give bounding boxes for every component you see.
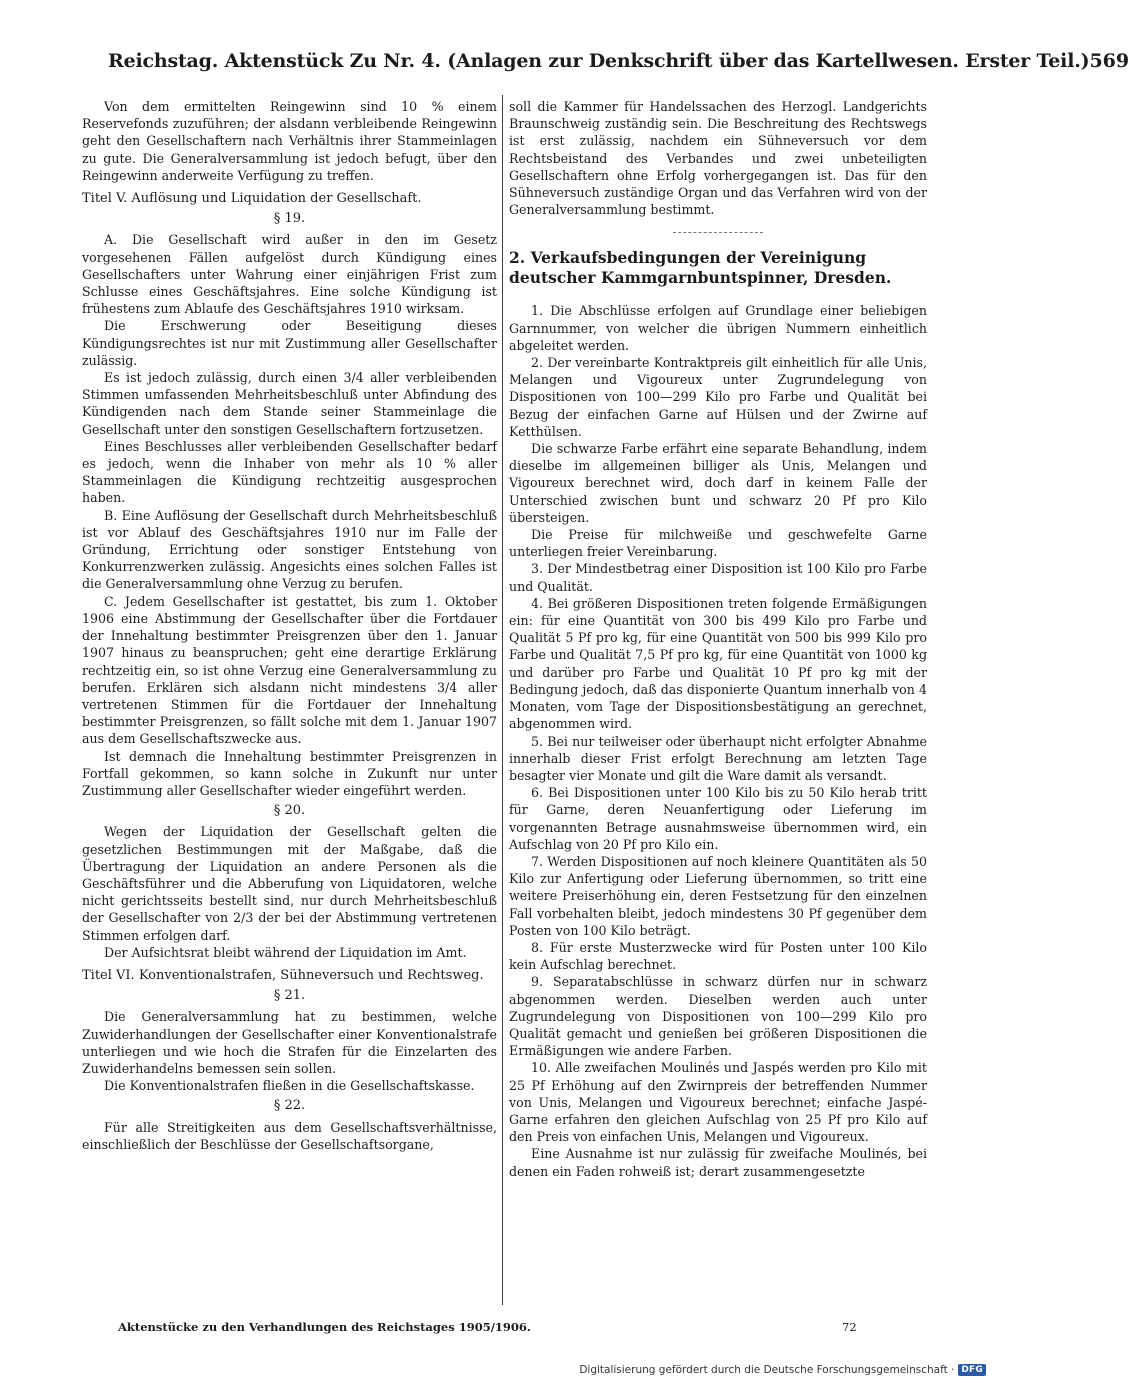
paragraph: Von dem ermittelten Reingewinn sind 10 % einem Reservefonds zuzuführen; der alsdann verbleibende Reingewinn geht den Gesellschaftern nach Verhältnis ihrer Stammeinlagen zu gute. Die Generalversammlung ist jedoch befugt, über den Reingewinn anderweite Verfügung zu treffen. bbox=[82, 99, 497, 183]
paragraph: Für alle Streitigkeiten aus dem Gesellschaftsverhältnisse, einschließlich der Beschlüsse der Gesellschaftsorgane, bbox=[82, 1119, 497, 1152]
paragraph: Eines Beschlusses aller verbleibenden Gesellschafter bedarf es jedoch, wenn die Inhaber von mehr als 10 % aller Stammeinlagen die Kündigung rechtzeitig ausgesprochen haben. bbox=[82, 438, 497, 506]
paragraph: 5. Bei nur teilweiser oder überhaupt nicht erfolgter Abnahme innerhalb dieser Frist erfolgt Berechnung am letzten Tage besagter vier Monate und gilt die Ware damit als versandt. bbox=[509, 733, 927, 783]
paragraph: 7. Werden Dispositionen auf noch kleinere Quantitäten als 50 Kilo zur Anfertigung oder Lieferung übernommen, so tritt eine weitere Preiserhöhung ein, deren Festsetzung für den einzelnen Fall vorbehalten bleibt, jedoch mindestens 30 Pf gegenüber dem Posten von 100 Kilo beträgt. bbox=[509, 853, 927, 938]
paragraph-number: § 19. bbox=[273, 211, 306, 227]
digitization-text: Digitalisierung gefördert durch die Deutsche Forschungsgemeinschaft · bbox=[579, 1364, 955, 1376]
paragraph: 1. Die Abschlüsse erfolgen auf Grundlage einer beliebigen Garnnummer, von welcher die übrigen Nummern einheitlich abgeleitet werden. bbox=[509, 303, 927, 353]
section-title: Titel V. Auflösung und Liquidation der Gesellschaft. bbox=[82, 191, 422, 207]
paragraph: soll die Kammer für Handelssachen des Herzogl. Landgerichts Braunschweig zuständig sein. Die Beschreitung des Rechtswegs ist erst zulässig, nachdem ein Sühneversuch vor dem Rechtsbeistand des Verbandes und zwei unbeteiligten Gesellschaftern ohne Erfolg vorhergegangen ist. Das für den Sühneversuch zuständige Organ und das Verfahren wird von der Generalversammlung bestimmt. bbox=[509, 99, 927, 218]
paragraph: Die Generalversammlung hat zu bestimmen, welche Zuwiderhandlungen der Gesellschafter einer Konventionalstrafe unterliegen und wie hoch die Strafen für die Einzelarten des Zuwiderhandelns bemessen sein sollen. bbox=[82, 1009, 497, 1076]
paragraph-number: § 21. bbox=[273, 988, 306, 1004]
paragraph: Die Konventionalstrafen fließen in die Gesellschaftskasse. bbox=[104, 1078, 475, 1094]
paragraph: Die Preise für milchweiße und geschwefelte Garne unterliegen freier Vereinbarung. bbox=[509, 527, 927, 560]
paragraph-number: § 20. bbox=[273, 803, 306, 819]
section-separator bbox=[673, 232, 763, 234]
header-title: Reichstag. Aktenstück Zu Nr. 4. (Anlagen zur Denkschrift über das Kartellwesen. Erster Teil.) bbox=[108, 50, 1090, 72]
digitization-notice bbox=[579, 1364, 986, 1376]
paragraph: B. Eine Auflösung der Gesellschaft durch Mehrheitsbeschluß ist vor Ablauf des Geschäftsjahres 1910 nur im Falle der Gründung, Errichtung oder sonstiger Entstehung von Konkurrenzwerken zulässig. Angesichts eines solchen Falles ist die Generalversammlung ohne Verzug zu berufen. bbox=[82, 507, 497, 592]
footer-source: Aktenstücke zu den Verhandlungen des Reichstages 1905/1906. bbox=[118, 1320, 531, 1334]
footer-sheet-number: 72 bbox=[842, 1320, 857, 1334]
section-heading: 2. Verkaufsbedingungen der Vereinigung deutscher Kammgarnbuntspinner, Dresden. bbox=[509, 248, 892, 288]
right-column bbox=[509, 98, 927, 1306]
column-divider bbox=[502, 95, 503, 1305]
paragraph: Eine Ausnahme ist nur zulässig für zweifache Moulinés, bei denen ein Faden rohweiß ist; derart zusammengesetzte bbox=[509, 1146, 927, 1179]
paragraph: 2. Der vereinbarte Kontraktpreis gilt einheitlich für alle Unis, Melangen und Vigoureux unter Zugrundelegung von Dispositionen von 100—299 Kilo pro Farbe und Qualität bei Bezug der einfachen Garne auf Hülsen und der Zwirne auf Ketthülsen. bbox=[509, 355, 927, 439]
paragraph: 9. Separatabschlüsse in schwarz dürfen nur in schwarz abgenommen werden. Dieselben werden auch unter Zugrundelegung von Dispositionen von 100—299 Kilo pro Qualität gemacht und genießen bei größeren Dispositionen die Ermäßigungen wie andere Farben. bbox=[509, 974, 927, 1059]
paragraph: 10. Alle zweifachen Moulinés und Jaspés werden pro Kilo mit 25 Pf Erhöhung auf den Zwirnpreis der betreffenden Nummer von Unis, Melangen und Vigoureux berechnet; einfache Jaspé-Garne erfahren den gleichen Aufschlag von 25 Pf pro Kilo auf den Preis von einfachen Unis, Melangen und Vigoureux. bbox=[509, 1060, 927, 1145]
paragraph: 3. Der Mindestbetrag einer Disposition ist 100 Kilo pro Farbe und Qualität. bbox=[509, 561, 927, 594]
paragraph: 8. Für erste Musterzwecke wird für Posten unter 100 Kilo kein Aufschlag berechnet. bbox=[509, 939, 927, 973]
paragraph: 4. Bei größeren Dispositionen treten folgende Ermäßigungen ein: für eine Quantität von 300 bis 499 Kilo pro Farbe und Qualität 5 Pf pro kg, für eine Quantität von 500 bis 999 Kilo pro Farbe und Qualität 7,5 Pf pro kg, für eine Quantität von 1000 kg und darüber pro Farbe und Qualität 10 Pf pro kg mit der Bedingung jedoch, daß das disponierte Quantum innerhalb von 4 Monaten, vom Tage der Dispositionsbestätigung an gerechnet, abgenommen wird. bbox=[509, 595, 927, 732]
dfg-logo-icon: DFG bbox=[958, 1364, 986, 1376]
running-header bbox=[108, 50, 1129, 80]
paragraph: Die schwarze Farbe erfährt eine separate Behandlung, indem dieselbe im allgemeinen billiger als Unis, Melangen und Vigoureux berechnet wird, doch darf in keinem Falle der Unterschied zwischen bunt und schwarz 20 Pf pro Kilo übersteigen. bbox=[509, 441, 927, 525]
section-title: Titel VI. Konventionalstrafen, Sühneversuch und Rechtsweg. bbox=[82, 967, 484, 983]
paragraph-number: § 22. bbox=[273, 1098, 306, 1114]
paragraph: Es ist jedoch zulässig, durch einen 3/4 aller verbleibenden Stimmen umfassenden Mehrheitsbeschluß unter Abfindung des Kündigenden nach dem Stande seiner Stammeinlage die Gesellschaft unter den sonstigen Gesellschaftern fortzusetzen. bbox=[82, 370, 497, 437]
paragraph: C. Jedem Gesellschafter ist gestattet, bis zum 1. Oktober 1906 eine Abstimmung der Gesellschafter über die Fortdauer der Innehaltung bestimmter Preisgrenzen über den 1. Januar 1907 hinaus zu beanspruchen; geht eine derartige Erklärung rechtzeitig ein, so ist ohne Verzug eine Generalversammlung zu berufen. Erklären sich alsdann nicht mindestens 3/4 aller vertretenen Stimmen für die Fortdauer der Innehaltung bestimmter Preisgrenzen, so fällt solche mit dem 1. Januar 1907 aus dem Gesellschaftszwecke aus. bbox=[82, 593, 497, 747]
paragraph: Ist demnach die Innehaltung bestimmter Preisgrenzen in Fortfall gekommen, so kann solche in Zukunft nur unter Zustimmung aller Gesellschafter wieder eingeführt werden. bbox=[82, 748, 497, 798]
paragraph: Der Aufsichtsrat bleibt während der Liquidation im Amt. bbox=[104, 944, 467, 960]
left-column bbox=[82, 98, 497, 1306]
paragraph: Wegen der Liquidation der Gesellschaft gelten die gesetzlichen Bestimmungen mit der Maßgabe, daß die Übertragung der Liquidation an andere Personen als die Geschäftsführer und die Abberufung von Liquidatoren, welche nicht gerichtsseits bestellt sind, nur durch Mehrheitsbeschluß der Gesellschafter von 2/3 der bei der Abstimmung vertretenen Stimmen erfolgen darf. bbox=[82, 824, 497, 943]
paragraph: Die Erschwerung oder Beseitigung dieses Kündigungsrechtes ist nur mit Zustimmung aller Gesellschafter zulässig. bbox=[82, 318, 497, 368]
paragraph: 6. Bei Dispositionen unter 100 Kilo bis zu 50 Kilo herab tritt für Garne, deren Neuanfertigung oder Lieferung im vorgenannten Betrage ausnahmsweise übernommen wird, ein Aufschlag von 20 Pf pro Kilo ein. bbox=[509, 785, 927, 852]
paragraph: A. Die Gesellschaft wird außer in den im Gesetz vorgesehenen Fällen aufgelöst durch Kündigung eines Gesellschafters unter Wahrung einer einjährigen Frist zum Schlusse eines Geschäftsjahres. Eine solche Kündigung ist frühestens zum Ablaufe des Geschäftsjahres 1910 wirksam. bbox=[82, 232, 497, 317]
page-number: 569 bbox=[1089, 50, 1129, 72]
